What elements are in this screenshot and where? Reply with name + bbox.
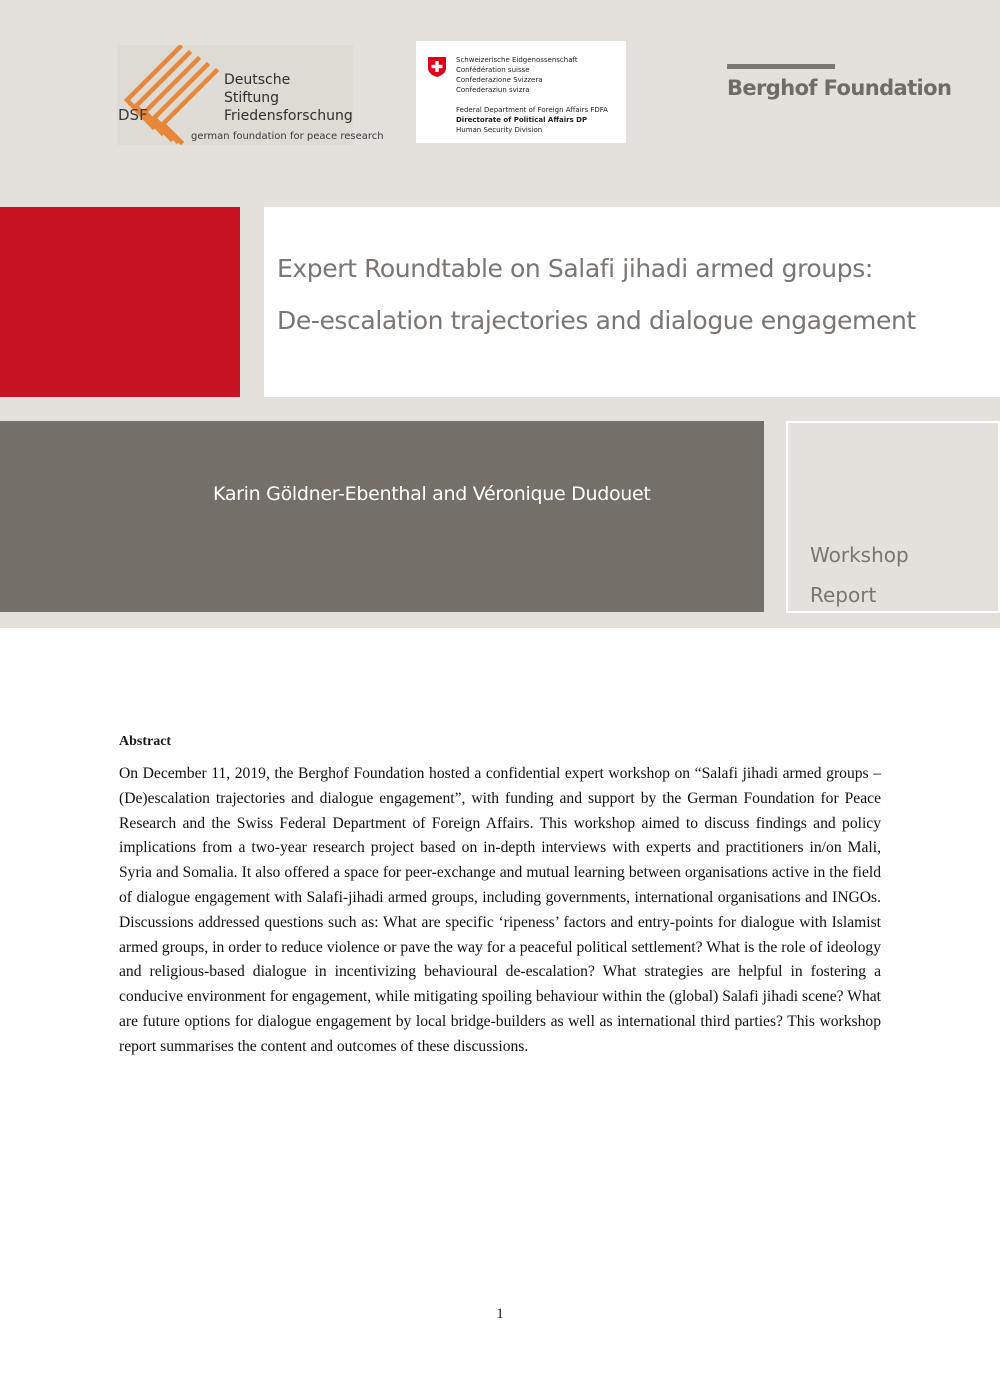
- title-panel: [264, 207, 1000, 397]
- dsf-name: [224, 71, 353, 125]
- dsf-name-line: Stiftung: [224, 90, 280, 106]
- abstract-body: On December 11, 2019, the Berghof Foundation hosted a confidential expert workshop on “Salafi jihadi armed groups – (De)escalation trajectories and dialogue engagement”, with funding and support by the German Foundation for Peace Research and the Swiss Federal Department of Foreign Affairs. This workshop aimed to discuss findings and policy implications from a two-year research project based on in-depth interviews with experts and practitioners in/on Mali, Syria and Somalia. It also offered a space for peer-exchange and mutual learning between organisations active in the field of dialogue engagement with Salafi-jihadi armed groups, including governments, international organisations and INGOs. Discussions addressed questions such as: What are specific ‘ripeness’ factors and entry-points for dialogue with Islamist armed groups, in order to reduce violence or pave the way for a peaceful political settlement? What is the role of ideology and religious-based dialogue in incentivizing behavioural de-escalation? What strategies are helpful in fostering a conducive environment for engagement, while mitigating spoiling behaviour within the (global) Salafi jihadi scene? What are future options for dialogue engagement by local bridge-builders as well as international third parties? This workshop report summarises the content and outcomes of these discussions.: [119, 765, 881, 1055]
- swiss-name-line: Confédération suisse: [456, 66, 530, 74]
- page-number: 1: [496, 1306, 504, 1322]
- title-line: Expert Roundtable on Salafi jihadi armed groups:: [277, 254, 873, 283]
- dsf-logo: [117, 45, 384, 145]
- swiss-name-line: Schweizerische Eidgenossenschaft: [456, 56, 578, 64]
- swiss-department: [456, 105, 608, 135]
- dsf-abbreviation: DSF: [118, 106, 148, 124]
- swiss-name-line: Confederaziun svizra: [456, 86, 530, 94]
- swiss-shield-icon: [428, 57, 446, 77]
- dsf-name-line: Friedensforschung: [224, 108, 353, 124]
- red-accent-block: [0, 207, 240, 397]
- report-type-line: Report: [810, 583, 877, 607]
- abstract-heading: Abstract: [119, 734, 172, 749]
- swiss-department-line: Federal Department of Foreign Affairs FDFA: [456, 106, 608, 114]
- title-line: De-escalation trajectories and dialogue engagement: [277, 306, 916, 335]
- report-type-panel: [786, 421, 1000, 613]
- dsf-tagline: german foundation for peace research: [191, 131, 384, 142]
- swiss-directorate-line: Directorate of Political Affairs DP: [456, 116, 588, 124]
- report-type-line: Workshop: [810, 543, 909, 567]
- berghof-logo-bar: [727, 64, 835, 69]
- authors: Karin Göldner-Ebenthal and Véronique Dudouet: [213, 483, 651, 505]
- report-type: [810, 535, 909, 615]
- berghof-logo-text: Berghof Foundation: [727, 76, 952, 100]
- swiss-name-line: Confederazione Svizzera: [456, 76, 543, 84]
- swiss-fdfa-logo: [416, 41, 626, 143]
- swiss-language-names: [456, 55, 578, 95]
- dsf-name-line: Deutsche: [224, 72, 291, 88]
- swiss-division-line: Human Security Division: [456, 126, 543, 134]
- document-title: [277, 243, 916, 347]
- author-panel: [0, 421, 764, 612]
